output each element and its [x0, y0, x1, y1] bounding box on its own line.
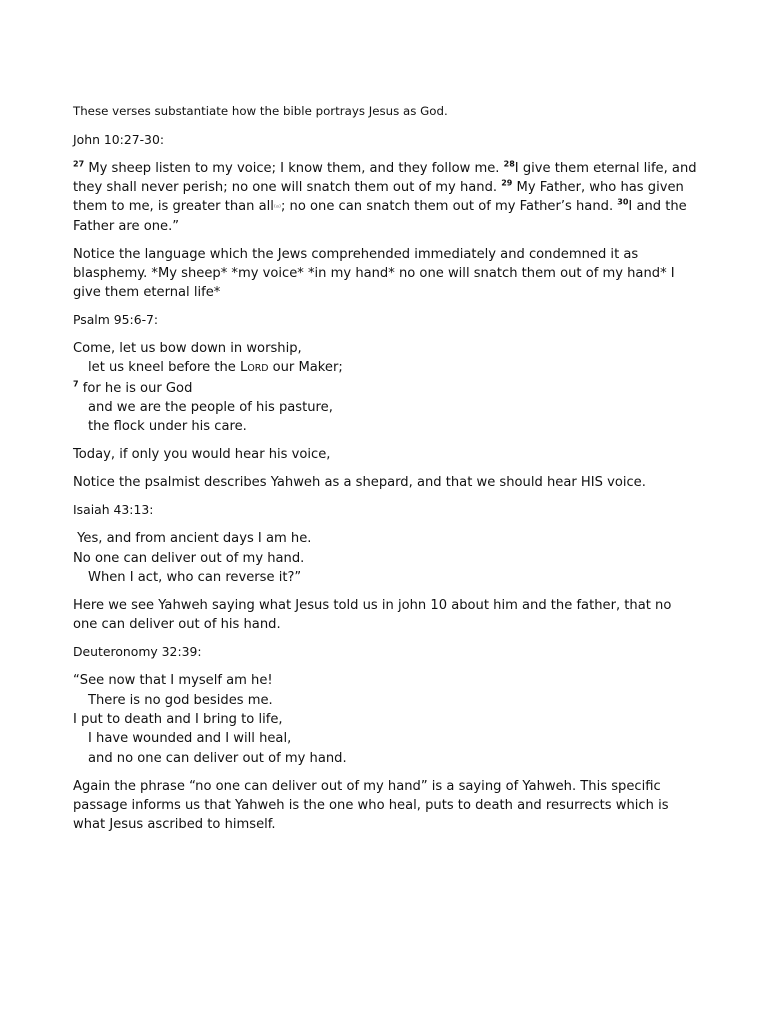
isaiah-reference: Isaiah 43:13: [73, 502, 154, 518]
john-reference: John 10:27-30: [73, 132, 164, 147]
psalm-line-3-text: for he is our God [82, 380, 193, 396]
isaiah-line-3: When I act, who can reverse it?” [88, 570, 302, 586]
verse-number-7: 7 [73, 379, 79, 389]
notice-paragraph-4: Again the phrase “no one can deliver out of my hand” is a saying of Yahweh. This specific passage informs us that Yahweh is the one who heal, puts to death and resurrects which is what Jesus ascribed to himself. [73, 778, 669, 832]
deut-line-3: I put to death and I bring to life, [73, 711, 283, 727]
intro-text: These verses substantiate how the bible portrays Jesus as God. [73, 104, 448, 118]
verse-27-text: My sheep listen to my voice; I know them, and they follow me. [88, 161, 500, 176]
verse-30-text: I and the Father are one.” [73, 199, 687, 234]
isaiah-passage [73, 529, 698, 587]
verse-number-28: 28 [503, 159, 515, 169]
deut-line-1: “See now that I myself am he! [73, 673, 273, 689]
psalm-line-1: Come, let us bow down in worship, [73, 341, 302, 356]
deut-line-4: I have wounded and I will heal, [88, 731, 292, 747]
isaiah-line-2: No one can deliver out of my hand. [73, 550, 305, 566]
verse-28-text: I give them eternal life, and they shall never perish; no one will snatch them out of my hand. [73, 161, 697, 195]
psalm-line-2-start: let us kneel before the L [88, 360, 248, 376]
psalm-line-6: Today, if only you would hear his voice, [73, 447, 331, 463]
deuteronomy-passage [73, 671, 698, 767]
notice-paragraph-3: Here we see Yahweh saying what Jesus told us in john 10 about him and the father, that no one can deliver out of his hand. [73, 598, 672, 633]
notice-paragraph-1: Notice the language which the Jews comprehended immediately and condemned it as blasphemy. *My sheep* *my voice* *in my hand* no one will snatch them out of my hand* I give them eternal life* [73, 247, 675, 300]
verse-number-29: 29 [501, 178, 513, 188]
verse-number-30: 30 [617, 197, 629, 207]
isaiah-line-1: Yes, and from ancient days I am he. [73, 531, 312, 547]
verse-29-text: My Father, who has given them to me, is greater than all [73, 180, 684, 214]
deut-line-2: There is no god besides me. [88, 692, 273, 708]
psalm-line-2 [73, 358, 698, 378]
psalm-line-2-smallcaps: ORD [247, 363, 269, 375]
notice-paragraph-2: Notice the psalmist describes Yahweh as a shepard, and that we should hear HIS voice. [73, 475, 646, 491]
verse-29-text-end: ; no one can snatch them out of my Father’s hand. [280, 199, 614, 214]
psalm-reference: Psalm 95:6-7: [73, 312, 159, 327]
document-page [73, 103, 698, 843]
psalm-line-5: the flock under his care. [88, 419, 247, 435]
deuteronomy-reference: Deuteronomy 32:39: [73, 644, 202, 660]
verse-number-27: 27 [73, 159, 85, 169]
psalm-line-4: and we are the people of his pasture, [88, 399, 333, 415]
footnote-mark: ⁽ᵃ⁾ [273, 203, 281, 212]
john-passage [73, 159, 698, 236]
psalm-passage [73, 339, 698, 436]
psalm-line-3 [73, 379, 698, 398]
deut-line-5: and no one can deliver out of my hand. [88, 750, 347, 766]
psalm-line-2-end: our Maker; [268, 360, 343, 376]
